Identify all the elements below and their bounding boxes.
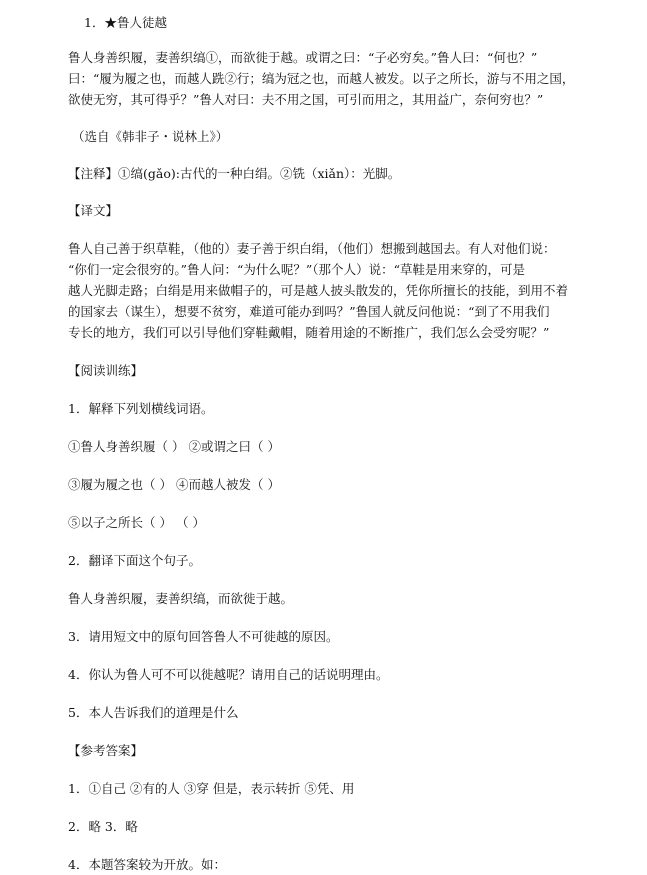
annotation-notes: 【注释】①缟(gǎo):古代的一种白绢。②铣（xiǎn）：光脚。 [68,166,401,181]
question-1: 1．解释下列划横线词语。 [68,401,214,416]
article-title: 1．★鲁人徒越 [84,15,167,30]
question-2-sentence: 鲁人身善织履，妻善织缟，而欲徙于越。 [68,591,294,606]
answer-1: 1．①自己 ②有的人 ③穿 但是，表示转折 ⑤凭、用 [68,781,355,796]
translation-line: 专长的地方，我们可以引导他们穿鞋戴帽，随着用途的不断推广，我们怎么会受穷呢？” [68,325,550,340]
translation-heading: 【译文】 [68,203,119,218]
passage-line: 欲使无穷，其可得乎？”鲁人对曰：夫不用之国，可引而用之，其用益广，奈何穷也？” [68,92,544,107]
question-2: 2．翻译下面这个句子。 [68,553,201,568]
answers-heading: 【参考答案】 [68,743,144,758]
question-3: 3．请用短文中的原句回答鲁人不可徙越的原因。 [68,629,339,644]
document-body [68,12,588,875]
passage-line: 鲁人身善织履，妻善织缟①，而欲徙于越。或谓之曰：“子必穷矣。”鲁人曰：“何也？” [68,50,538,65]
translation-line: 鲁人自己善于织草鞋，（他的）妻子善于织白绢，（他们）想搬到越国去。有人对他们说： [68,241,556,256]
translation-line: 的国家去（谋生），想要不贫穷，难道可能办到吗？”鲁国人就反问他说：“到了不用我们 [68,304,550,319]
question-1-row-1 [68,436,588,457]
translation-line: 越人光脚走路；白绢是用来做帽子的，可是越人披头散发的，凭你所擅长的技能，到用不着 [68,283,569,298]
translation-line: “你们一定会很穷的。”鲁人问：“为什么呢？”（那个人）说：“草鞋是用来穿的，可是 [68,262,525,277]
vocab-item: （ ） [175,515,205,530]
vocab-item: ①鲁人身善织履（ ） [68,439,185,454]
vocab-item: ⑤以子之所长（ ） [68,515,172,530]
vocab-item: ③履为履之也（ ） [68,477,172,492]
classical-passage [68,47,588,110]
translation-text [68,238,588,343]
exercise-heading: 【阅读训练】 [68,363,144,378]
question-4: 4．你认为鲁人可不可以徙越呢？请用自己的话说明理由。 [68,667,389,682]
passage-line: 曰：“履为履之也，而越人跣②行；缟为冠之也，而越人被发。以子之所长，游与不用之国， [68,71,575,86]
question-1-row-2 [68,474,588,495]
question-5: 5．本人告诉我们的道理是什么 [68,705,239,720]
question-1-row-3 [68,512,588,533]
vocab-item: ④而越人被发（ ） [175,477,280,492]
answer-2-3: 2．略 3．略 [68,819,138,834]
answer-4: 4．本题答案较为开放。如： [68,857,226,872]
source-citation: （选自《韩非子・说林上》） [72,129,229,144]
vocab-item: ②或谓之曰（ ） [188,439,280,454]
